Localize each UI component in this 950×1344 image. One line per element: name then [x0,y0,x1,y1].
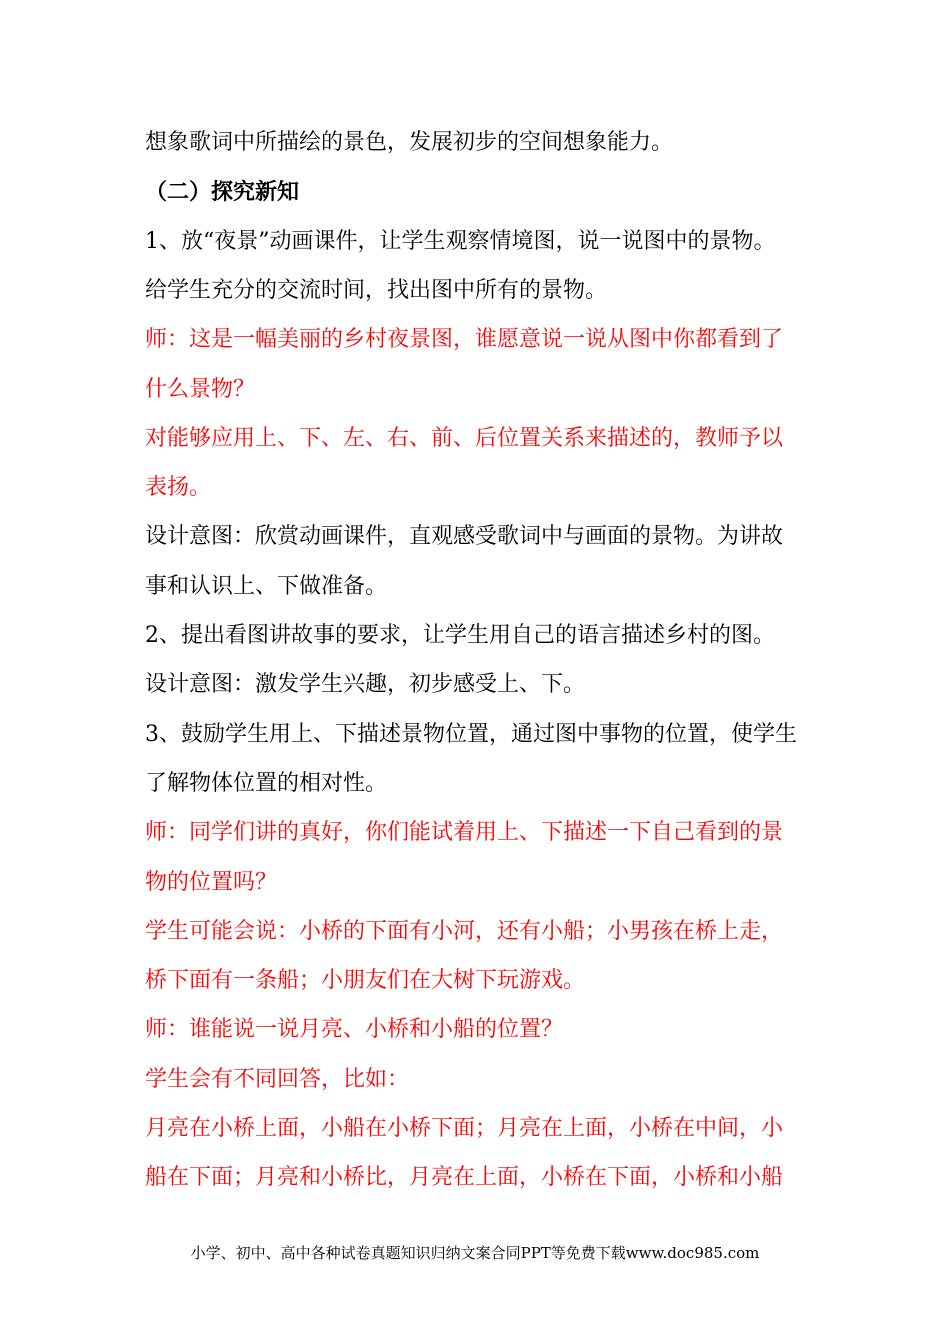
text-line-2: （二）探究新知 [145,179,300,205]
text-line-18: 桥下面有一条船；小朋友们在大树下玩游戏。 [145,968,586,993]
text-line-4: 给学生充分的交流时间，找出图中所有的景物。 [145,278,608,303]
text-line-19: 师：谁能说一说月亮、小桥和小船的位置？ [145,1017,564,1042]
text-line-11: 2、提出看图讲故事的要求，让学生用自己的语言描述乡村的图。 [145,623,775,648]
text-line-15: 师：同学们讲的真好，你们能试着用上、下描述一下自己看到的景 [145,820,784,845]
text-line-20: 学生会有不同回答，比如： [145,1067,410,1092]
text-line-16: 物的位置吗？ [145,870,278,895]
page-footer: 小学、初中、高中各种试卷真题知识归纳文案合同PPT等免费下载www.doc985.com [190,1244,760,1262]
text-line-6: 什么景物？ [145,377,256,402]
text-line-22: 船在下面；月亮和小桥比，月亮在上面，小桥在下面，小桥和小船 [145,1165,784,1190]
text-line-21: 月亮在小桥上面，小船在小桥下面；月亮在上面，小桥在中间，小 [145,1116,784,1141]
text-line-13: 3、鼓励学生用上、下描述景物位置，通过图中事物的位置，使学生 [145,722,797,747]
text-line-8: 表扬。 [145,475,212,500]
text-line-3: 1、放“夜景”动画课件，让学生观察情境图，说一说图中的景物。 [145,229,776,254]
text-line-9: 设计意图：欣赏动画课件，直观感受歌词中与画面的景物。为讲故 [145,524,784,549]
text-line-10: 事和认识上、下做准备。 [145,574,388,599]
text-line-17: 学生可能会说：小桥的下面有小河，还有小船；小男孩在桥上走， [145,919,784,944]
text-line-1: 想象歌词中所描绘的景色，发展初步的空间想象能力。 [145,130,674,155]
text-line-14: 了解物体位置的相对性。 [145,771,388,796]
text-line-12: 设计意图：激发学生兴趣，初步感受上、下。 [145,672,586,697]
text-line-7: 对能够应用上、下、左、右、前、后位置关系来描述的，教师予以 [145,426,784,451]
text-line-5: 师：这是一幅美丽的乡村夜景图，谁愿意说一说从图中你都看到了 [145,327,784,352]
